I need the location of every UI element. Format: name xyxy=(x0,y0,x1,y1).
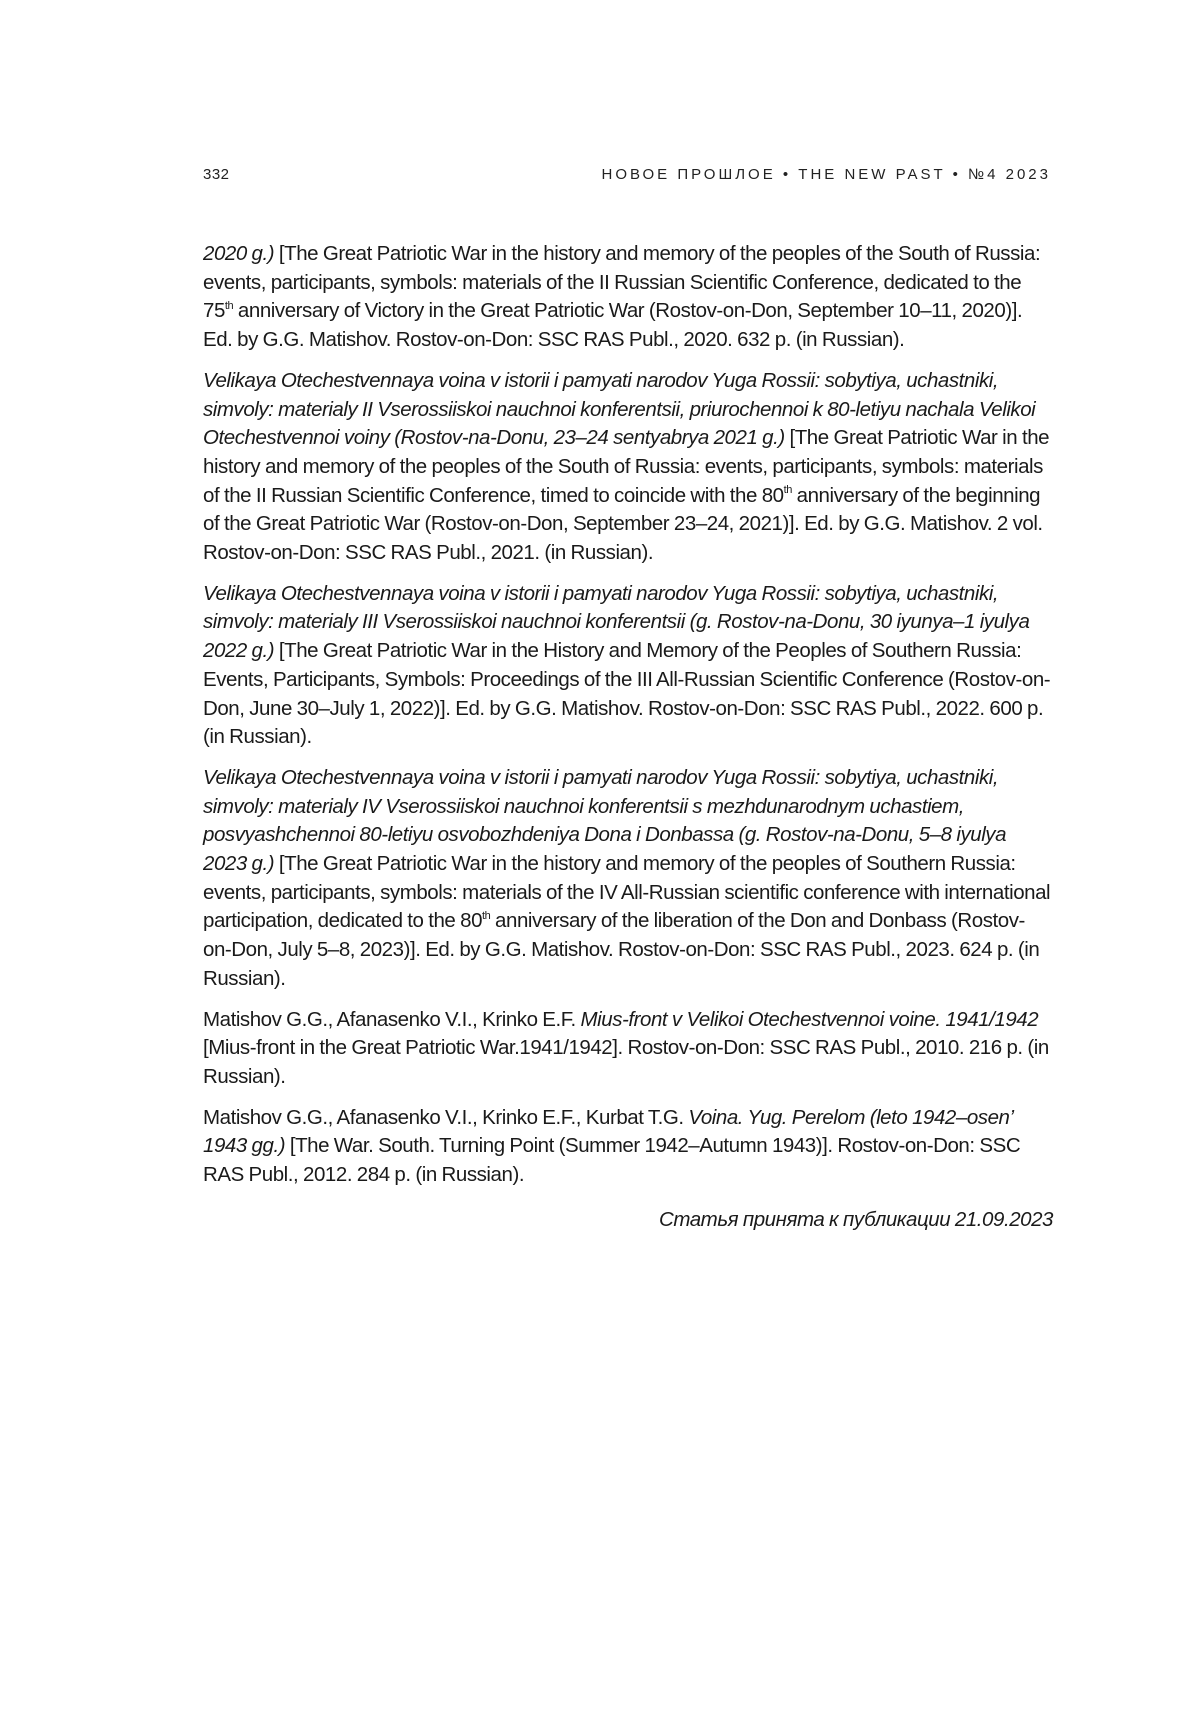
reference-text: [The Great Patriotic War in the History and Memory of the Peoples of Southern Russia: Events, Participants, Symbols: Proceedings of the III All-Russian Scientific Conference (Rostov-on-Don, June 30–July 1, 2022)]. Ed. by G.G. Matishov. Rostov-on-Don: SSC RAS Publ., 2022. 600 p. (in Russian). xyxy=(203,639,1051,749)
reference-text: anniversary of the liberation of the Don and Donbass (Rostov-on-Don, July 5–8, 2023)]. Ed. by G.G. Matishov. Rostov-on-Don: SSC RAS Publ., 2023. 624 p. (in Russian). xyxy=(203,909,1040,990)
ordinal-suffix: th xyxy=(783,483,792,496)
reference-text: [The Great Patriotic War in the history and memory of the peoples of the South of Russia: events, participants, symbols: materials of the II Russian Scientific Conference, timed to coincide with the 80 xyxy=(203,426,1050,507)
reference-title-italic: Voina. Yug. Perelom (leto 1942–osen’ 1943 gg.) xyxy=(203,1105,1013,1158)
ordinal-suffix: th xyxy=(482,909,491,922)
page-number: 332 xyxy=(203,166,230,183)
reference-title-italic: Velikaya Otechestvennaya voina v istorii i pamyati narodov Yuga Rossii: sobytiya, uchastniki, simvoly: materialy II Vserossiiskoi nauchnoi konferentsii, priurochennoi k 80-letiyu nachala Velikoi Otechestvennoi voiny (Rostov-na-Donu, 23–24 sentyabrya 2021 g.) xyxy=(203,368,1036,450)
reference-entry-2 xyxy=(203,367,1053,568)
reference-entry-3 xyxy=(203,580,1053,752)
journal-title: НОВОЕ ПРОШЛОЕ • THE NEW PAST • №4 2023 xyxy=(601,166,1051,183)
reference-text: [The Great Patriotic War in the history and memory of the peoples of Southern Russia: events, participants, symbols: materials of the IV All-Russian scientific conference with international participation, dedicated to the 80 xyxy=(203,852,1051,933)
references-list xyxy=(203,240,1053,1247)
acceptance-note: Статья принята к публикации 21.09.2023 xyxy=(658,1207,1053,1231)
reference-title-italic: Mius-front v Velikoi Otechestvennoi voine. 1941/1942 xyxy=(580,1007,1039,1031)
reference-entry-4 xyxy=(203,764,1053,994)
reference-authors: Matishov G.G., Afanasenko V.I., Krinko E.F. xyxy=(203,1007,581,1031)
reference-text: [The War. South. Turning Point (Summer 1942–Autumn 1943)]. Rostov-on-Don: SSC RAS Publ., 2012. 284 p. (in Russian). xyxy=(203,1134,1021,1187)
reference-title-italic: Velikaya Otechestvennaya voina v istorii i pamyati narodov Yuga Rossii: sobytiya, uchastniki, simvoly: materialy III Vserossiiskoi nauchnoi konferentsii (g. Rostov-na-Donu, 30 iyunya–1 iyulya 2022 g.) xyxy=(203,581,1030,663)
running-header xyxy=(203,166,1051,186)
ordinal-suffix: th xyxy=(224,299,234,312)
reference-text: [The Great Patriotic War in the history and memory of the peoples of the South of Russia: events, participants, symbols: materials of the II Russian Scientific Conference, dedicated to the 75 xyxy=(203,242,1041,323)
reference-text: [Mius-front in the Great Patriotic War.1941/1942]. Rostov-on-Don: SSC RAS Publ., 2010. 216 p. (in Russian). xyxy=(203,1036,1049,1088)
reference-text: anniversary of Victory in the Great Patriotic War (Rostov-on-Don, September 10–11, 2020)]. Ed. by G.G. Matishov. Rostov-on-Don: SSC RAS Publ., 2020. 632 p. (in Russian). xyxy=(203,299,1023,352)
reference-authors: Matishov G.G., Afanasenko V.I., Krinko E.F., Kurbat T.G. xyxy=(203,1105,689,1129)
reference-entry-1 xyxy=(203,240,1053,355)
reference-entry-6 xyxy=(203,1104,1053,1190)
reference-entry-5 xyxy=(203,1006,1053,1092)
reference-text-italic: 2020 g.) xyxy=(203,242,275,265)
reference-text: anniversary of the beginning of the Great Patriotic War (Rostov-on-Don, September 23–24, 2021)]. Ed. by G.G. Matishov. 2 vol. Rostov-on-Don: SSC RAS Publ., 2021. (in Russian). xyxy=(203,483,1043,565)
reference-title-italic: Velikaya Otechestvennaya voina v istorii i pamyati narodov Yuga Rossii: sobytiya, uchastniki, simvoly: materialy IV Vserossiiskoi nauchnoi konferentsii s mezhdunarodnym uchastiem, posvyashchennoi 80-letiyu osvobozhdeniya Dona i Donbassa (g. Rostov-na-Donu, 5–8 iyulya 2023 g.) xyxy=(203,765,1007,876)
